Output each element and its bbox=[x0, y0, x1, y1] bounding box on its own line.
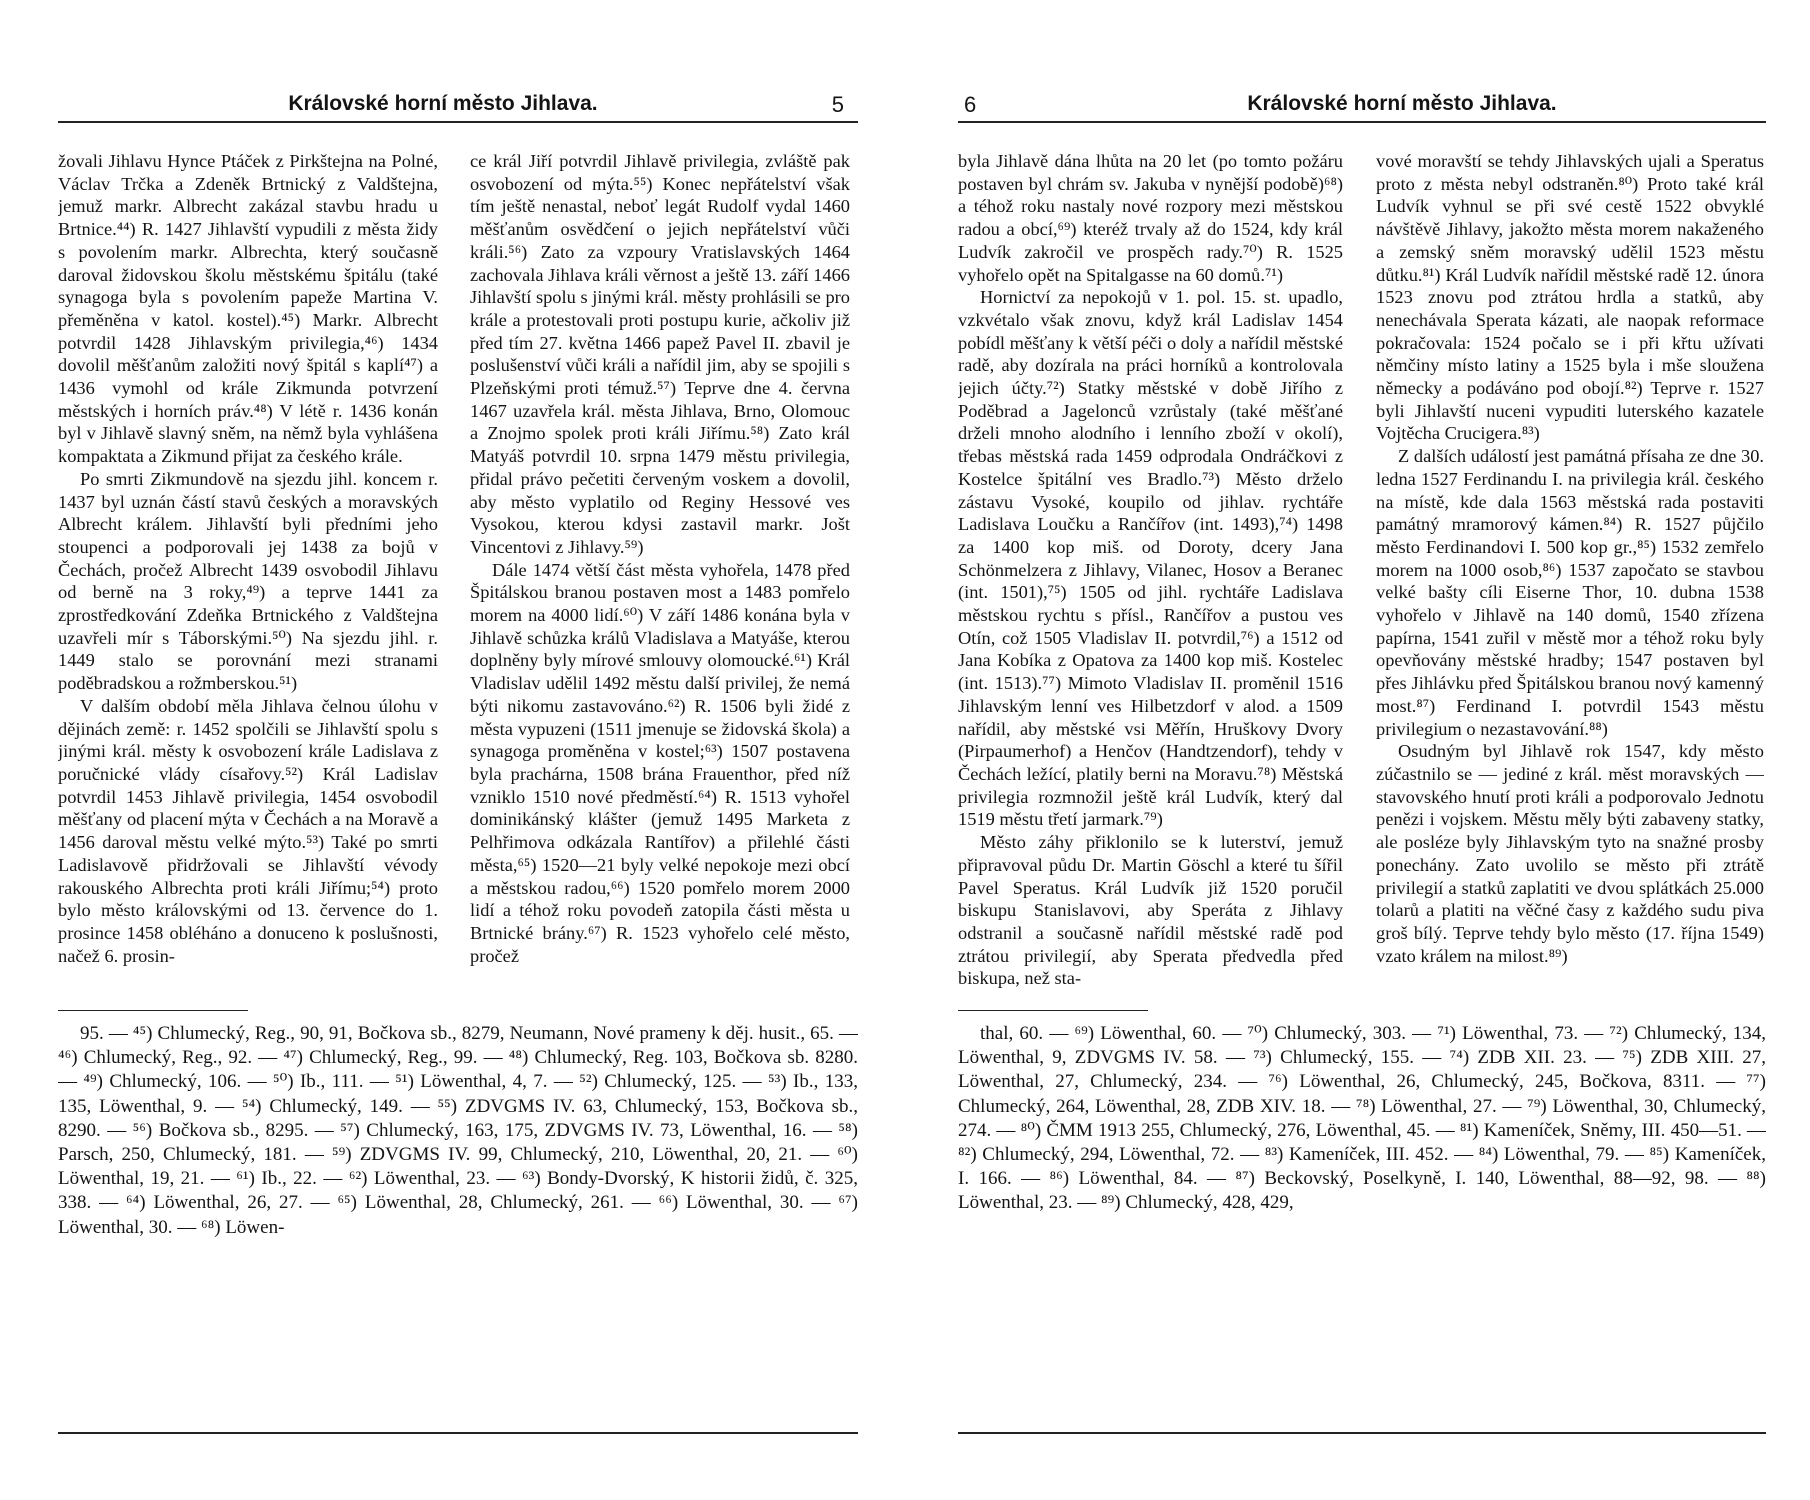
text-column-right bbox=[470, 150, 850, 998]
page-number: 5 bbox=[831, 92, 844, 117]
left-page bbox=[58, 0, 858, 1500]
page-number: 6 bbox=[964, 92, 977, 117]
paragraph: Po smrti Zikmundově na sjezdu jihl. koncem r. 1437 byl uznán částí stavů českých a moravských Albrecht králem. Jihlavští byli předními jeho stoupenci a podporovali jej 1438 za bojů v Čechách, pročež Albrecht 1439 osvobodil Jihlavu od berně na 3 roky,⁴⁹) a teprve 1441 za zprostředkování Zdeňka Brtnického z Valdštejna uzavřeli mír s Táborskými.⁵⁰) Na sjezdu jihl. r. 1449 stalo se porovnání mezi stranami poděbradskou a rožmberskou.⁵¹) bbox=[58, 468, 438, 694]
paragraph: Z dalších událostí jest památná přísaha ze dne 30. ledna 1527 Ferdinandu I. na privilegia král. českého na místě, kde dala 1563 městská rada postaviti památný mramorový kámen.⁸⁴) R. 1527 půjčilo město Ferdinandovi I. 500 kop gr.,⁸⁵) 1532 zemřelo morem na 1000 osob,⁸⁶) 1537 započato se stavbou velké bašty cíli Eiserne Thor, 10. dubna 1538 vyhořelo v Jihlavě na 140 domů, 1540 zřízena papírna, 1541 zuřil v městě mor a téhož roku byly opevňovány městské hradby; 1547 postaven byl přes Jihlávku před Špitálskou branou nový kamenný most.⁸⁷) Ferdinand I. potvrdil 1543 městu privilegium o nezastavování.⁸⁸) bbox=[1376, 446, 1764, 739]
header-rule bbox=[58, 121, 858, 123]
right-page bbox=[958, 0, 1766, 1500]
running-header bbox=[958, 84, 1766, 124]
text-column-left bbox=[58, 150, 438, 998]
paragraph: byla Jihlavě dána lhůta na 20 let (po tomto požáru postaven byl chrám sv. Jakuba v nynější podobě)⁶⁸) a téhož roku nastaly nové rozpory mezi městskou radou a obcí,⁶⁹) kteréž trvaly až do 1524, kdy král Ludvík zakročil ve prospěch rady.⁷⁰) R. 1525 vyhořelo opět na Spitalgasse na 60 domů.⁷¹) bbox=[958, 151, 1343, 285]
paragraph: Hornictví za nepokojů v 1. pol. 15. st. upadlo, vzkvétalo však znovu, když král Ladislav 1454 pobídl měšťany k větší péči o doly a nařídil městské radě, aby dozírala na práci horníků a kontrolovala jejich účty.⁷²) Statky městské v době Jiřího z Poděbrad a Jagelonců vzrůstaly (také měšťané drželi mnoho alodního i lenního zboží v okolí), třebas městská rada 1459 odprodala Ondráčkovi z Kostelce špitální ves Bradlo.⁷³) Město drželo zástavu Vysoké, koupilo od jihlav. rychtáře Ladislava Loučku a Rančířov (int. 1493),⁷⁴) 1498 za 1400 kop miš. od Doroty, dcery Jana Schönmelzera z Jihlavy, Vilanec, Hosov a Beranec (int. 1501),⁷⁵) 1505 od jihl. rychtáře Ladislava městskou rychtu s přísl., Rančířov a pustou ves Otín, což 1505 Vladislav II. potvrdil,⁷⁶) a 1512 od Jana Kobíka z Opatova za 1400 kop miš. Kostelec (int. 1513).⁷⁷) Mimoto Vladislav II. proměnil 1516 Jihlavským lenní ves Hilbetzdorf v alod. a 1509 nařídil, aby městské vsi Měřín, Hruškovy Dvory (Pirpaumerhof) a Henčov (Handtzendorf), tehdy v Čechách ležící, platily berni na Moravu.⁷⁸) Městská privilegia rozmnožil ještě král Ludvík, který dal 1519 městu třetí jarmark.⁷⁹) bbox=[958, 287, 1343, 830]
text-column-right bbox=[1376, 150, 1764, 998]
paragraph: ce král Jiří potvrdil Jihlavě privilegia, zvláště pak osvobození od mýta.⁵⁵) Konec nepřátelství však tím ještě nenastal, neboť legát Rudolf vydal 1460 měšťanům osvědčení o jejich nepřátelství vůči králi.⁵⁶) Zato za vzpoury Vratislavských 1464 zachovala Jihlava králi věrnost a ještě 13. září 1466 Jihlavští spolu s jinými král. městy prohlásili se pro krále a protestovali proti postupu kurie, ačkoliv již před tím 27. května 1466 papež Pavel II. zbavil je poslušenství vůči králi a nařídil jim, aby se spojili s Plzeňskými proti témuž.⁵⁷) Teprve dne 4. června 1467 uzavřela král. města Jihlava, Brno, Olomouc a Znojmo spolek proti králi Jiřímu.⁵⁸) Zato král Matyáš potvrdil 10. srpna 1479 městu privilegia, přidal právo pečetiti červeným voskem a dovolil, aby město vyplatilo od Reginy Hessové ves Vysokou, kterou kdysi zastavil markr. Jošt Vincentovi z Jihlavy.⁵⁹) bbox=[470, 151, 850, 557]
paragraph: Osudným byl Jihlavě rok 1547, kdy město zúčastnilo se — jediné z král. měst moravských — stavovského hnutí proti králi a podporovalo Jednotu penězi i vojskem. Městu měly býti zabaveny statky, ale posléze byly Jihlavským tyto na snažné prosby ponechány. Zato uvolilo se město při ztrátě privilegií a statků zaplatiti ve dvou splátkách 25.000 tolarů a platiti na věčné časy z každého sudu piva groš bílý. Teprve tehdy bylo město (17. října 1549) vzato králem na milost.⁸⁹) bbox=[1376, 741, 1764, 966]
footnote-text: 95. — ⁴⁵) Chlumecký, Reg., 90, 91, Bočkova sb., 8279, Neumann, Nové prameny k děj. husit., 65. — ⁴⁶) Chlumecký, Reg., 92. — ⁴⁷) Chlumecký, Reg., 99. — ⁴⁸) Chlumecký, Reg. 103, Bočkova sb. 8280. — ⁴⁹) Chlumecký, 106. — ⁵⁰) Ib., 111. — ⁵¹) Löwenthal, 4, 7. — ⁵²) Chlumecký, 125. — ⁵³) Ib., 133, 135, Löwenthal, 9. — ⁵⁴) Chlumecký, 149. — ⁵⁵) ZDVGMS IV. 63, Chlumecký, 153, Bočkova sb., 8290. — ⁵⁶) Bočkova sb., 8295. — ⁵⁷) Chlumecký, 163, 175, ZDVGMS IV. 73, Löwenthal, 16. — ⁵⁸) Parsch, 250, Chlumecký, 181. — ⁵⁹) ZDVGMS IV. 99, Chlumecký, 210, Löwenthal, 20, 21. — ⁶⁰) Löwenthal, 19, 21. — ⁶¹) Ib., 22. — ⁶²) Löwenthal, 23. — ⁶³) Bondy-Dvorský, K historii židů, č. 325, 338. — ⁶⁴) Löwenthal, 26, 27. — ⁶⁵) Löwenthal, 28, Chlumecký, 261. — ⁶⁶) Löwenthal, 30. — ⁶⁷) Löwenthal, 30. — ⁶⁸) Löwen- bbox=[58, 1023, 858, 1238]
running-header bbox=[58, 84, 858, 124]
text-column-left bbox=[958, 150, 1343, 998]
header-title: Královské horní město Jihlava. bbox=[1247, 92, 1557, 115]
paragraph: Dále 1474 větší část města vyhořela, 1478 před Špitálskou branou postaven most a 1483 pomřelo morem na 4000 lidí.⁶⁰) V září 1486 konána byla v Jihlavě schůzka králů Vladislava a Matyáše, kterou doplněny byly mírové smlouvy olomoucké.⁶¹) Král Vladislav udělil 1492 městu další privilej, že nemá býti nikomu zastavováno.⁶²) R. 1506 byli židé z města vypuzeni (1511 jmenuje se židovská škola) a synagoga proměněna v kostel;⁶³) 1507 postavena byla prachárna, 1508 brána Frauenthor, před níž vzniklo 1510 nové předměstí.⁶⁴) R. 1513 vyhořel dominikánský klášter (jemuž 1495 Marketa z Pelhřimova odkázala Rantířov) a přilehlé části města,⁶⁵) 1520—21 byly velké nepokoje mezi obcí a městskou radou,⁶⁶) 1520 pomřelo morem 2000 lidí a téhož roku povodeň zatopila části města u Brtnické brány.⁶⁷) R. 1523 vyhořelo celé město, pročež bbox=[470, 559, 850, 966]
header-rule bbox=[958, 121, 1766, 123]
paragraph: vové moravští se tehdy Jihlavských ujali a Speratus proto z města nebyl odstraněn.⁸⁰) Proto také král Ludvík vyhnul se při své cestě 1522 obvyklé návštěvě Jihlavy, jakožto města morem nakaženého a zemský sněm moravský udělil 1523 městu důtku.⁸¹) Král Ludvík nařídil městské radě 12. února 1523 znovu pod ztrátou hrdla a statků, aby nenechávala Sperata kázati, ale naopak reformace pokračovala: 1524 počalo se i při křtu užívati němčiny místo latiny a 1525 byla i mše sloužena německy a podáváno pod obojí.⁸²) Teprve r. 1527 byli Jihlavští nuceni vypuditi luterského kazatele Vojtěcha Crucigera.⁸³) bbox=[1376, 151, 1764, 444]
header-title: Královské horní město Jihlava. bbox=[288, 92, 598, 115]
footnote-rule bbox=[58, 1010, 248, 1011]
bottom-rule bbox=[958, 1432, 1766, 1434]
paragraph: Město záhy přiklonilo se k luterství, jemuž připravoval půdu Dr. Martin Göschl a které tu šířil Pavel Speratus. Král Ludvík již 1520 poručil biskupu Stanislavovi, aby Speráta z Jihlavy odstranil a současně nařídil městské radě pod ztrátou privilegií, aby Sperata předvedla před biskupa, než sta- bbox=[958, 832, 1343, 989]
footnote-rule bbox=[958, 1010, 1148, 1011]
footnote-text: thal, 60. — ⁶⁹) Löwenthal, 60. — ⁷⁰) Chlumecký, 303. — ⁷¹) Löwenthal, 73. — ⁷²) Chlumecký, 134, Löwenthal, 9, ZDVGMS IV. 58. — ⁷³) Chlumecký, 155. — ⁷⁴) ZDB XII. 23. — ⁷⁵) ZDB XIII. 27, Löwenthal, 27, Chlumecký, 234. — ⁷⁶) Löwenthal, 26, Chlumecký, 245, Bočkova, 8311. — ⁷⁷) Chlumecký, 264, Löwenthal, 28, ZDB XIV. 18. — ⁷⁸) Löwenthal, 27. — ⁷⁹) Löwenthal, 30, Chlumecký, 274. — ⁸⁰) ČMM 1913 255, Chlumecký, 276, Löwenthal, 45. — ⁸¹) Kameníček, Sněmy, III. 450—51. — ⁸²) Chlumecký, 294, Löwenthal, 72. — ⁸³) Kameníček, III. 452. — ⁸⁴) Löwenthal, 79. — ⁸⁵) Kameníček, I. 166. — ⁸⁶) Löwenthal, 84. — ⁸⁷) Beckovský, Poselkyně, I. 140, Löwenthal, 88—92, 98. — ⁸⁸) Löwenthal, 23. — ⁸⁹) Chlumecký, 428, 429, bbox=[958, 1023, 1766, 1214]
footnotes bbox=[958, 1022, 1766, 1408]
paragraph: žovali Jihlavu Hynce Ptáček z Pirkštejna na Polné, Václav Trčka a Zdeněk Brtnický z Valdštejna, jemuž markr. Albrecht zakázal stavbu hradu u Brtnice.⁴⁴) R. 1427 Jihlavští vypudili z města židy s povolením markr. Albrechta, který současně daroval židovskou školu městskému špitálu (také synagoga byla s povolením papeže Martina V. přeměněna v katol. kostel).⁴⁵) Markr. Albrecht potvrdil 1428 Jihlavským privilegia,⁴⁶) 1434 dovolil měšťanům založiti nový špitál s kaplí⁴⁷) a 1436 vymohl od krále Zikmunda potvrzení městských i horních práv.⁴⁸) V létě r. 1436 konán byl v Jihlavě slavný sněm, na němž byla vyhlášena kompaktata a Zikmund přijat za českého krále. bbox=[58, 151, 438, 467]
footnotes bbox=[58, 1022, 858, 1408]
bottom-rule bbox=[58, 1432, 858, 1434]
paragraph: V dalším období měla Jihlava čelnou úlohu v dějinách země: r. 1452 spolčili se Jihlavští spolu s jinými král. městy k osvobození krále Ladislava z poručnické vlády císařovy.⁵²) Král Ladislav potvrdil 1453 Jihlavě privilegia, 1454 osvobodil měšťany od placení mýta v Čechách a na Moravě a 1456 daroval městu velké mýto.⁵³) Také po smrti Ladislavově přidržovali se Jihlavští vévody rakouského Albrechta proti králi Jiřímu;⁵⁴) proto bylo město královskými od 13. července do 1. prosince 1458 obléháno a donuceno k poslušnosti, načež 6. prosin- bbox=[58, 695, 438, 966]
